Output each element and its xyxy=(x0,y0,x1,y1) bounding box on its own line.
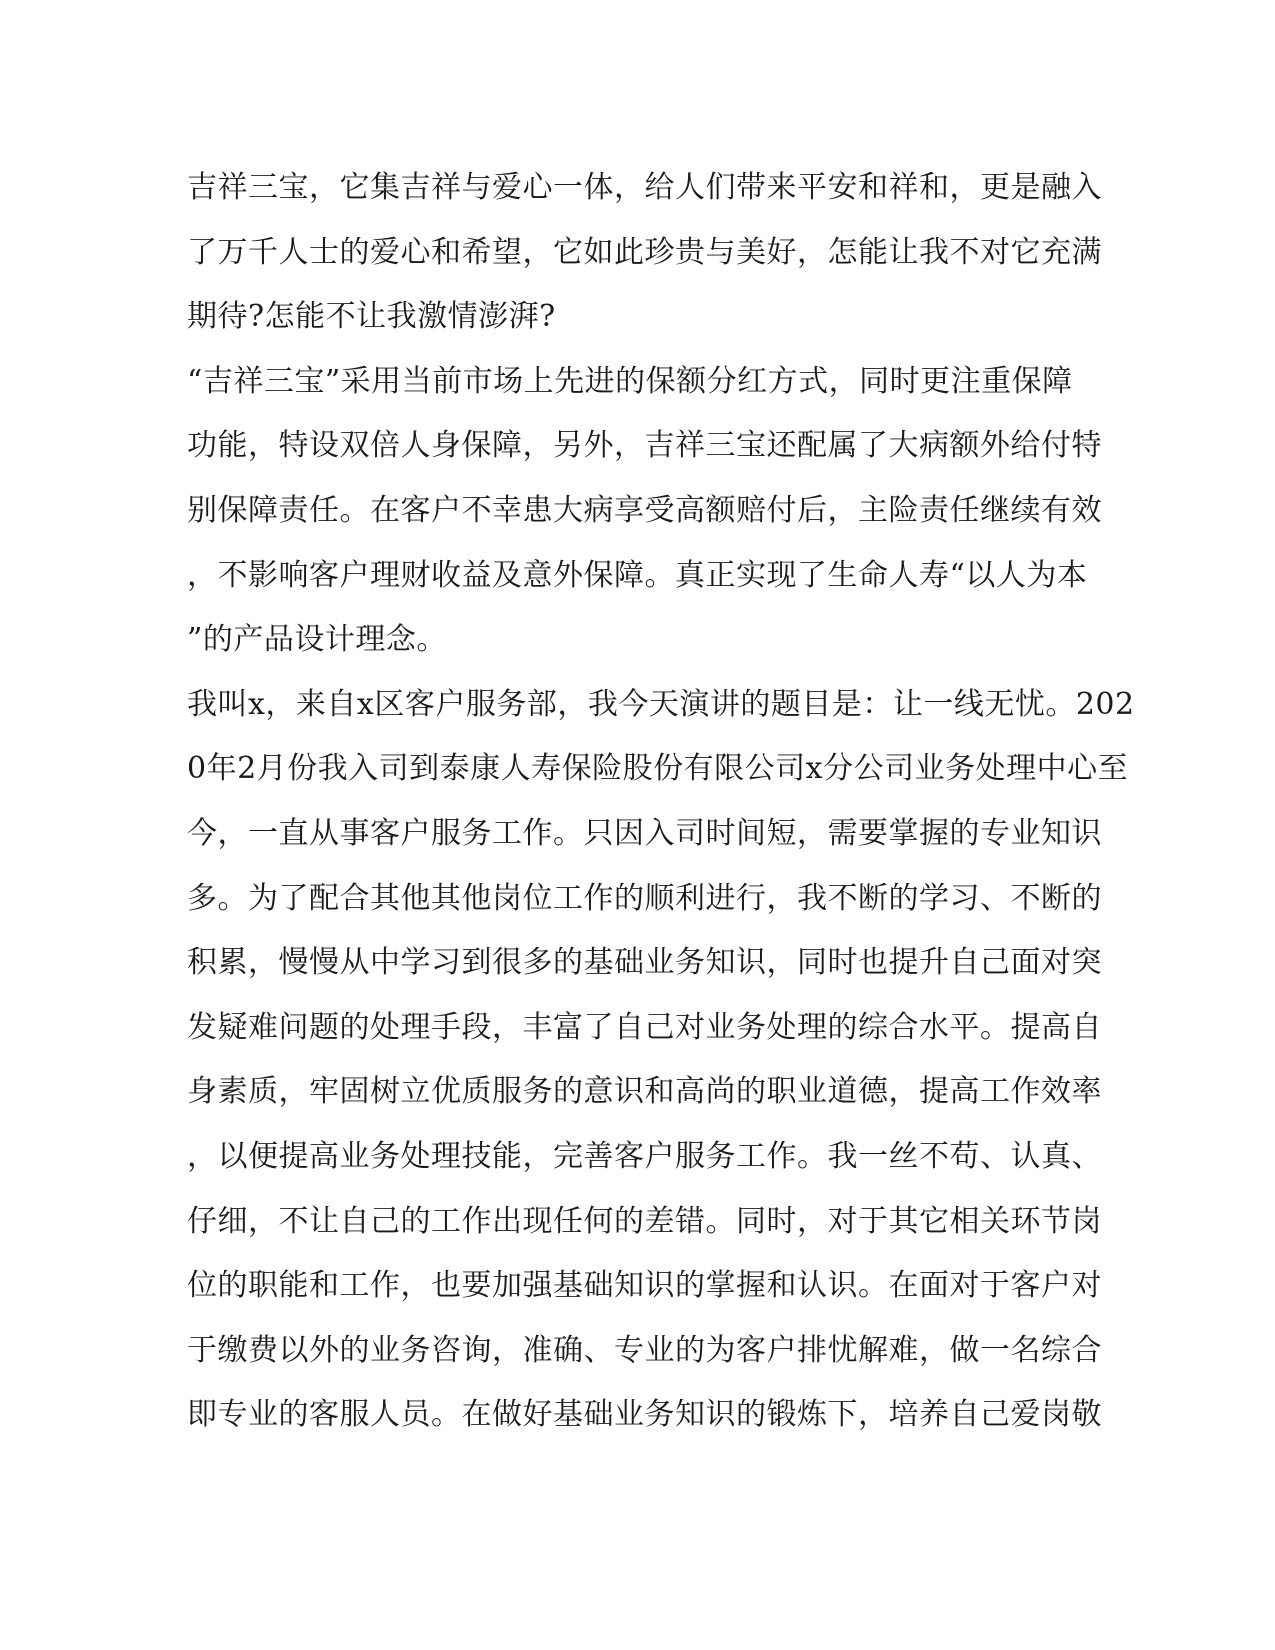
text-line: “吉祥三宝”采用当前市场上先进的保额分红方式，同时更注重保障 xyxy=(187,363,1073,399)
text-line: 吉祥三宝，它集吉祥与爱心一体，给人们带来平安和祥和，更是融入 xyxy=(187,170,1102,205)
text-line: ”的产品设计理念。 xyxy=(187,622,447,658)
text-line: ，不影响客户理财收益及意外保障。真正实现了生命人寿“以人为本 xyxy=(187,557,1088,593)
document-body xyxy=(187,156,1135,1448)
text-line: 即专业的客服人员。在做好基础业务知识的锻炼下，培养自己爱岗敬 xyxy=(187,1397,1102,1433)
text-line: 期待?怎能不让我激情澎湃? xyxy=(187,299,556,335)
text-line: 身素质，牢固树立优质服务的意识和高尚的职业道德，提高工作效率 xyxy=(187,1074,1102,1110)
text-line: 0年2月份我入司到泰康人寿保险股份有限公司x分公司业务处理中心至 xyxy=(187,751,1129,787)
text-line: 了万千人士的爱心和希望，它如此珍贵与美好，怎能让我不对它充满 xyxy=(187,234,1102,270)
text-line: 位的职能和工作，也要加强基础知识的掌握和认识。在面对于客户对 xyxy=(187,1268,1102,1304)
text-line: 于缴费以外的业务咨询，准确、专业的为客户排忧解难，做一名综合 xyxy=(187,1332,1102,1368)
text-line: 今，一直从事客户服务工作。只因入司时间短，需要掌握的专业知识 xyxy=(187,815,1102,851)
text-line: 多。为了配合其他其他岗位工作的顺利进行，我不断的学习、不断的 xyxy=(187,880,1102,916)
text-line: 别保障责任。在客户不幸患大病享受高额赔付后，主险责任继续有效 xyxy=(187,492,1102,528)
text-line: 发疑难问题的处理手段，丰富了自己对业务处理的综合水平。提高自 xyxy=(187,1009,1102,1045)
text-line: 功能，特设双倍人身保障，另外，吉祥三宝还配属了大病额外给付特 xyxy=(187,428,1102,464)
text-line: 我叫x，来自x区客户服务部，我今天演讲的题目是：让一线无忧。202 xyxy=(187,686,1135,722)
text-line: 仔细，不让自己的工作出现任何的差错。同时，对于其它相关环节岗 xyxy=(187,1203,1102,1239)
text-line: ，以便提高业务处理技能，完善客户服务工作。我一丝不苟、认真、 xyxy=(187,1138,1102,1174)
text-line: 积累，慢慢从中学习到很多的基础业务知识，同时也提升自己面对突 xyxy=(187,945,1102,981)
